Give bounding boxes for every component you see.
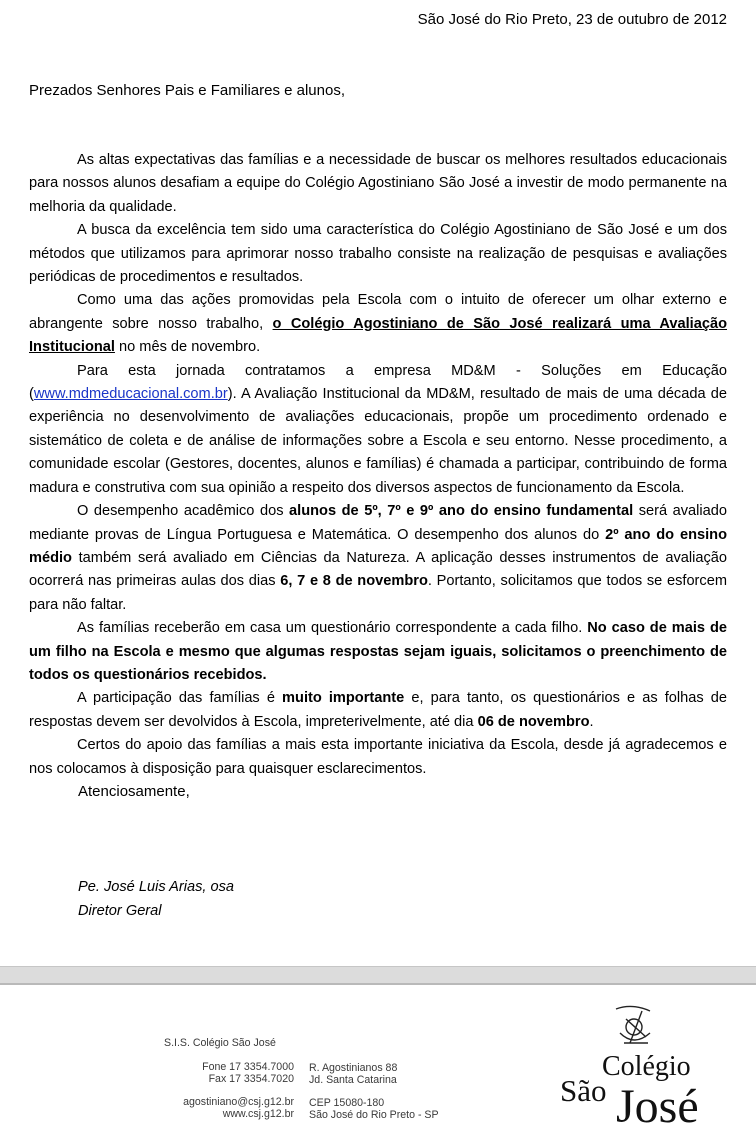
footer-email[interactable]: agostiniano@csj.g12.br <box>183 1096 294 1108</box>
paragraph-7 <box>29 687 727 734</box>
paragraph-7-text-2: e, para tanto, os questionários e as folhas de respostas devem ser devolvidos à Escola, impreterivelmente, até dia <box>29 690 727 730</box>
paragraph-3 <box>29 289 727 359</box>
questionnaire-instruction: No caso de mais de um filho na Escola e mesmo que algumas respostas sejam iguais, solicitamos o preenchimento de todos os questionários recebidos. <box>29 620 728 683</box>
evaluation-announcement: o Colégio Agostiniano de São José realizará uma Avaliação Institucional <box>29 315 727 356</box>
paragraph-5 <box>29 500 727 617</box>
footer-city: São José do Rio Preto - SP <box>309 1109 439 1121</box>
paragraph-5-text-2: será avaliado mediante provas de Língua Portuguesa e Matemática. O desempenho dos alunos do <box>29 503 727 543</box>
paragraph-6 <box>29 617 727 687</box>
paragraph-4 <box>29 360 727 500</box>
school-logo <box>556 1003 736 1146</box>
return-deadline: 06 de novembro <box>477 713 590 730</box>
paragraph-4-end: ). A Avaliação Institucional da MD&M, resultado de mais de uma década de experiência no desenvolvimento de avaliações educacionais, propõe um procedimento ordenado e sistemático de coleta e de análise de informações sobre a Escola e seu entorno. Nesse procedimento, a comunidade escolar (Gestores, docentes, alunos e famílias) é chamada a participar, contribuindo de forma madura e construtiva com sua opinião a respeito dos diversos aspectos de funcionamento da Escola. <box>29 386 727 496</box>
paragraph-6-text: As famílias receberão em casa um questionário correspondente a cada filho. <box>77 620 588 637</box>
footer-district: Jd. Santa Catarina <box>309 1074 397 1086</box>
logo-word-jose: José <box>616 1080 699 1133</box>
paragraph-7-end: . <box>589 713 594 730</box>
paragraph-3-end: no mês de novembro. <box>114 339 261 356</box>
exam-dates: 6, 7 e 8 de novembro <box>280 573 428 590</box>
paragraph-4-text: Para esta jornada contratamos a empresa MD&M - Soluções em Educação ( <box>29 362 727 403</box>
mdm-website-link[interactable]: www.mdmeducacional.com.br <box>33 386 228 403</box>
footer-cep: CEP 15080-180 <box>309 1097 385 1109</box>
grade-medio: 2º ano do ensino médio <box>29 526 728 566</box>
paragraph-5-text: O desempenho acadêmico dos <box>77 503 290 520</box>
very-important: muito importante <box>282 690 405 707</box>
paragraph-3-text: Como uma das ações promovidas pela Escola com o intuito de oferecer um olhar externo e abrangente sobre nosso trabalho, <box>29 292 727 332</box>
footer-fax: Fax 17 3354.7020 <box>208 1073 294 1085</box>
signer-title: Diretor Geral <box>78 903 162 919</box>
letter-body <box>29 149 727 781</box>
logo-word-sao: São <box>560 1073 607 1108</box>
grades-fundamental: alunos de 5º, 7º e 9º ano do ensino fundamental <box>289 503 634 520</box>
paragraph-5-text-3: também será avaliado em Ciências da Natureza. A aplicação desses instrumentos de avaliação ocorrerá nas primeiras aulas dos dias <box>29 549 727 590</box>
paragraph-8: Certos do apoio das famílias a mais esta importante iniciativa da Escola, desde já agradecemos e nos colocamos à disposição para quaisquer esclarecimentos. <box>29 737 727 777</box>
letter-date: São José do Rio Preto, 23 de outubro de 2012 <box>417 11 727 28</box>
salutation: Prezados Senhores Pais e Familiares e alunos, <box>29 82 345 99</box>
paragraph-1: As altas expectativas das famílias e a necessidade de buscar os melhores resultados educacionais para nossos alunos desafiam a equipe do Colégio Agostiniano São José a investir de modo permanente na melhoria da qualidade. <box>29 152 727 215</box>
paragraph-7-text: A participação das famílias é <box>77 690 283 707</box>
footer-street: R. Agostinianos 88 <box>309 1062 398 1074</box>
footer-divider-band <box>0 966 756 985</box>
footer-website[interactable]: www.csj.g12.br <box>222 1108 294 1120</box>
signer-name: Pe. José Luis Arias, osa <box>78 879 235 895</box>
crest-icon <box>616 1006 650 1043</box>
paragraph-2: A busca da excelência tem sido uma característica do Colégio Agostiniano de São José e um dos métodos que utilizamos para aprimorar nosso trabalho consiste na realização de pesquisas e avaliações periódicas de procedimentos e resultados. <box>29 222 727 286</box>
logo-word-colegio: Colégio <box>602 1051 691 1082</box>
footer-school-name: S.I.S. Colégio São José <box>164 1037 276 1049</box>
closing: Atenciosamente, <box>78 783 190 800</box>
signature-block <box>78 875 234 923</box>
footer-phone: Fone 17 3354.7000 <box>202 1061 294 1073</box>
paragraph-5-end: . Portanto, solicitamos que todos se esforcem para não faltar. <box>29 573 727 613</box>
